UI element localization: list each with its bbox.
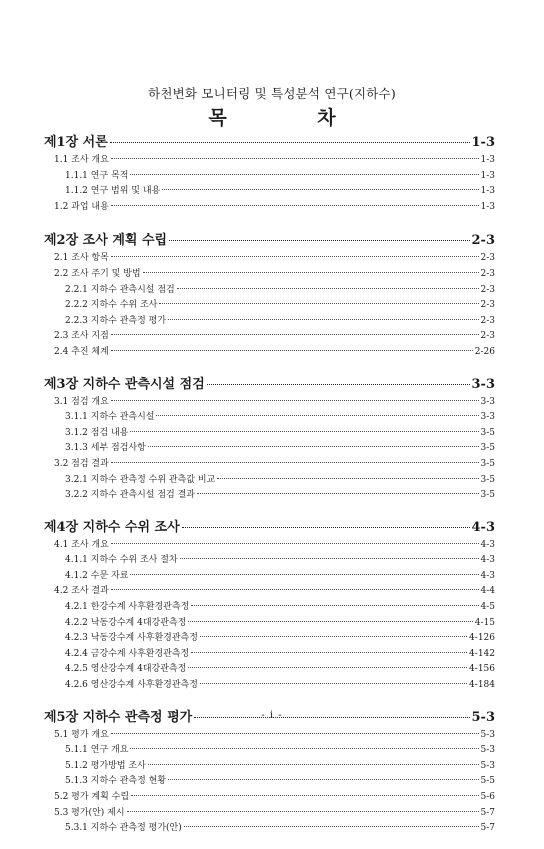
toc-chapter [44, 706, 495, 836]
dot-leader [111, 400, 479, 401]
toc-subsection-entry[interactable] [44, 282, 495, 298]
toc-page-number: 4-3 [480, 539, 495, 550]
toc-entry-label: 제4장 지하수 수위 조사 [44, 519, 180, 535]
toc-section-entry[interactable] [44, 344, 495, 360]
toc-page-number: 3-5 [480, 474, 495, 485]
toc-entry-label: 4.1.2 수문 자료 [65, 570, 129, 581]
dot-leader [200, 683, 467, 684]
toc-subsection-entry[interactable] [44, 599, 495, 615]
toc-page-number: 5-7 [480, 807, 495, 818]
toc-entry-label: 2.1 조사 항목 [54, 253, 109, 264]
toc-subsection-entry[interactable] [44, 472, 495, 488]
toc-subsection-entry[interactable] [44, 409, 495, 425]
toc-entry-label: 제2장 조사 계획 수립 [44, 233, 168, 249]
toc-chapter-heading[interactable] [44, 131, 495, 152]
toc-entry-label: 3.2.2 지하수 관측시설 점검 결과 [65, 490, 195, 501]
dot-leader [110, 142, 470, 143]
dot-leader [162, 189, 478, 190]
dot-leader [111, 543, 479, 544]
toc-entry-label: 2.4 추진 체계 [54, 346, 109, 357]
toc-section-entry[interactable] [44, 199, 495, 215]
dot-leader [131, 795, 478, 796]
toc-section-entry[interactable] [44, 266, 495, 282]
toc-page-number: 4-3 [471, 519, 495, 535]
document-title: 하천변화 모니터링 및 특성분석 연구(지하수) [148, 86, 396, 101]
toc-page-number: 4-126 [469, 633, 495, 644]
toc-entry-label: 5.1.1 연구 개요 [65, 745, 129, 756]
dot-leader [111, 205, 479, 206]
toc-page-number: 4-4 [480, 586, 495, 597]
toc-page-number: 2-3 [480, 331, 495, 342]
toc-entry-label: 1.1.1 연구 목적 [65, 170, 129, 181]
toc-page-number: 2-3 [480, 268, 495, 279]
toc-subsection-entry[interactable] [44, 758, 495, 774]
toc-subsection-entry[interactable] [44, 742, 495, 758]
dot-leader [168, 779, 478, 780]
toc-page-number: 5-3 [471, 709, 495, 725]
toc-chapter-heading[interactable] [44, 373, 495, 394]
dot-leader [148, 446, 479, 447]
toc-subsection-entry[interactable] [44, 661, 495, 677]
dot-leader [191, 652, 467, 653]
toc-section-entry[interactable] [44, 805, 495, 821]
toc-subsection-entry[interactable] [44, 425, 495, 441]
toc-page-number: 4-142 [469, 648, 495, 659]
toc-page-number: 4-5 [480, 602, 495, 613]
dot-leader [111, 733, 479, 734]
toc-entry-label: 5.2 평가 계획 수립 [54, 792, 130, 802]
toc-entry-label: 2.3 조사 지점 [54, 331, 109, 342]
dot-leader [111, 158, 479, 159]
toc-entry-label: 5.1 평가 개요 [54, 729, 109, 740]
toc-page-number: 3-5 [480, 458, 495, 469]
dot-leader [207, 384, 470, 385]
toc-subsection-entry[interactable] [44, 297, 495, 313]
toc-page-number: 1-3 [471, 135, 495, 150]
toc-page-number: 3-3 [480, 412, 495, 423]
dot-leader [168, 319, 478, 320]
dot-leader [111, 462, 479, 463]
toc-entry-label: 5.1.2 평가방법 조사 [65, 760, 146, 771]
toc-section-entry[interactable] [44, 152, 495, 168]
toc-entry-label: 3.2.1 지하수 관측정 수위 관측값 비교 [65, 474, 216, 485]
toc-entry-label: 2.2 조사 주기 및 방법 [54, 268, 141, 279]
toc-chapter-heading[interactable] [44, 229, 495, 250]
toc-page-number: 3-5 [480, 443, 495, 454]
toc-entry-label: 4.2 조사 결과 [54, 586, 109, 597]
dot-leader [197, 493, 479, 494]
dot-leader [156, 415, 478, 416]
toc-page-number: 4-3 [480, 570, 495, 581]
toc-entry-label: 4.2.4 금강수계 사후환경관측정 [65, 648, 190, 659]
toc-entry-label: 4.1 조사 개요 [54, 539, 109, 550]
dot-leader [111, 256, 479, 257]
toc-entry-label: 4.2.2 낙동강수계 4대강관측정 [65, 617, 187, 628]
toc-section-entry[interactable] [44, 583, 495, 599]
toc-heading: 목 차 [208, 107, 378, 129]
toc-page-number: 5-3 [480, 745, 495, 756]
toc-section-entry[interactable] [44, 328, 495, 344]
toc-page-number: 5-6 [480, 792, 495, 802]
toc-entry-label: 2.2.2 지하수 수위 조사 [65, 300, 158, 311]
dot-leader [169, 240, 469, 241]
dot-leader [130, 174, 478, 175]
dot-leader [143, 272, 479, 273]
toc-subsection-entry[interactable] [44, 646, 495, 662]
toc-page-number: 2-3 [480, 315, 495, 326]
toc-subsection-entry[interactable] [44, 820, 495, 836]
toc-page-number: 2-3 [480, 284, 495, 295]
toc-subsection-entry[interactable] [44, 487, 495, 503]
toc-section-entry[interactable] [44, 789, 495, 805]
toc-entry-label: 4.2.6 영산강수계 사후환경관측정 [65, 680, 198, 691]
dot-leader [130, 748, 478, 749]
toc-subsection-entry[interactable] [44, 168, 495, 184]
toc-page-number: 3-3 [480, 396, 495, 407]
toc-page-number: 4-184 [469, 680, 495, 691]
toc-subsection-entry[interactable] [44, 313, 495, 329]
toc-page-number: 5-7 [480, 823, 495, 834]
toc-subsection-entry[interactable] [44, 440, 495, 456]
toc-chapter-heading[interactable] [44, 516, 495, 537]
dot-leader [148, 764, 479, 765]
toc-page-number: 1-3 [480, 155, 495, 165]
toc-section-entry[interactable] [44, 537, 495, 553]
dot-leader [159, 303, 478, 304]
toc-entry-label: 제5장 지하수 관측정 평가 [44, 709, 193, 725]
toc-section-entry[interactable] [44, 394, 495, 410]
dot-leader [182, 527, 470, 528]
toc-chapter [44, 516, 495, 693]
toc-entry-label: 5.1.3 지하수 관측정 현황 [65, 776, 167, 787]
dot-leader [111, 350, 473, 351]
page-number: - i - [261, 710, 283, 721]
toc-page-number: 5-5 [480, 776, 495, 787]
toc-page-number: 1-3 [480, 170, 495, 181]
toc-entry-label: 1.1 조사 개요 [54, 155, 109, 165]
toc-entry-label: 4.1.1 지하수 수위 조사 절차 [65, 555, 178, 566]
toc-page-number: 4-156 [469, 664, 495, 675]
toc-subsection-entry[interactable] [44, 630, 495, 646]
dot-leader [111, 589, 479, 590]
toc-entry-label: 제1장 서론 [44, 135, 108, 150]
toc-entry-label: 3.1.2 점검 내용 [65, 427, 129, 438]
toc-page-number: 5-3 [480, 729, 495, 740]
toc-page-number: 1-3 [480, 186, 495, 197]
toc-entry-label: 4.2.1 한강수계 사후환경관측정 [65, 602, 190, 613]
dot-leader [177, 288, 479, 289]
dot-leader [191, 605, 478, 606]
toc-entry-label: 1.2 과업 내용 [54, 201, 109, 212]
toc-page-number: 3-5 [480, 490, 495, 501]
toc-entry-label: 3.2 점검 결과 [54, 458, 109, 469]
toc-chapter [44, 373, 495, 503]
dot-leader [111, 334, 479, 335]
dot-leader [200, 636, 467, 637]
toc-page-number: 4-15 [474, 617, 495, 628]
toc-subsection-entry[interactable] [44, 773, 495, 789]
dot-leader [188, 621, 472, 622]
toc-entry-label: 2.2.1 지하수 관측시설 점검 [65, 284, 175, 295]
toc-section-entry[interactable] [44, 250, 495, 266]
toc-section-entry[interactable] [44, 456, 495, 472]
dot-leader [217, 478, 478, 479]
dot-leader [130, 574, 478, 575]
toc-entry-label: 2.2.3 지하수 관측정 평가 [65, 315, 167, 326]
toc-entry-label: 5.3 평가(안) 제시 [54, 807, 125, 818]
dot-leader [180, 558, 479, 559]
toc-page-number: 1-3 [480, 201, 495, 212]
toc-entry-label: 4.2.3 낙동강수계 사후환경관측정 [65, 633, 198, 644]
toc-entry-label: 5.3.1 지하수 관측정 평가(안) [65, 823, 182, 834]
toc-subsection-entry[interactable] [44, 183, 495, 199]
toc-subsection-entry[interactable] [44, 677, 495, 693]
toc-entry-label: 3.1.3 세부 점검사항 [65, 443, 146, 454]
toc-page-number: 2-26 [474, 346, 495, 357]
toc-chapter [44, 229, 495, 359]
toc-page-number: 5-3 [480, 760, 495, 771]
toc-subsection-entry[interactable] [44, 615, 495, 631]
toc-subsection-entry[interactable] [44, 552, 495, 568]
toc-page-number: 2-3 [480, 300, 495, 311]
dot-leader [184, 826, 479, 827]
toc-page-number: 3-5 [480, 427, 495, 438]
table-of-contents [44, 131, 495, 849]
toc-entry-label: 3.1 점검 개요 [54, 396, 109, 407]
toc-chapter [44, 131, 495, 214]
toc-entry-label: 3.1.1 지하수 관측시설 [65, 412, 155, 423]
dot-leader [130, 431, 478, 432]
toc-subsection-entry[interactable] [44, 568, 495, 584]
toc-page-number: 2-3 [471, 233, 495, 249]
toc-entry-label: 4.2.5 영산강수계 4대강관측정 [65, 664, 187, 675]
dot-leader [188, 667, 467, 668]
toc-page-number: 3-3 [471, 376, 495, 392]
toc-entry-label: 제3장 지하수 관측시설 점검 [44, 376, 205, 392]
dot-leader [127, 811, 479, 812]
toc-page-number: 2-3 [480, 253, 495, 264]
toc-entry-label: 1.1.2 연구 범위 및 내용 [65, 186, 161, 197]
toc-section-entry[interactable] [44, 727, 495, 743]
toc-page-number: 4-3 [480, 555, 495, 566]
